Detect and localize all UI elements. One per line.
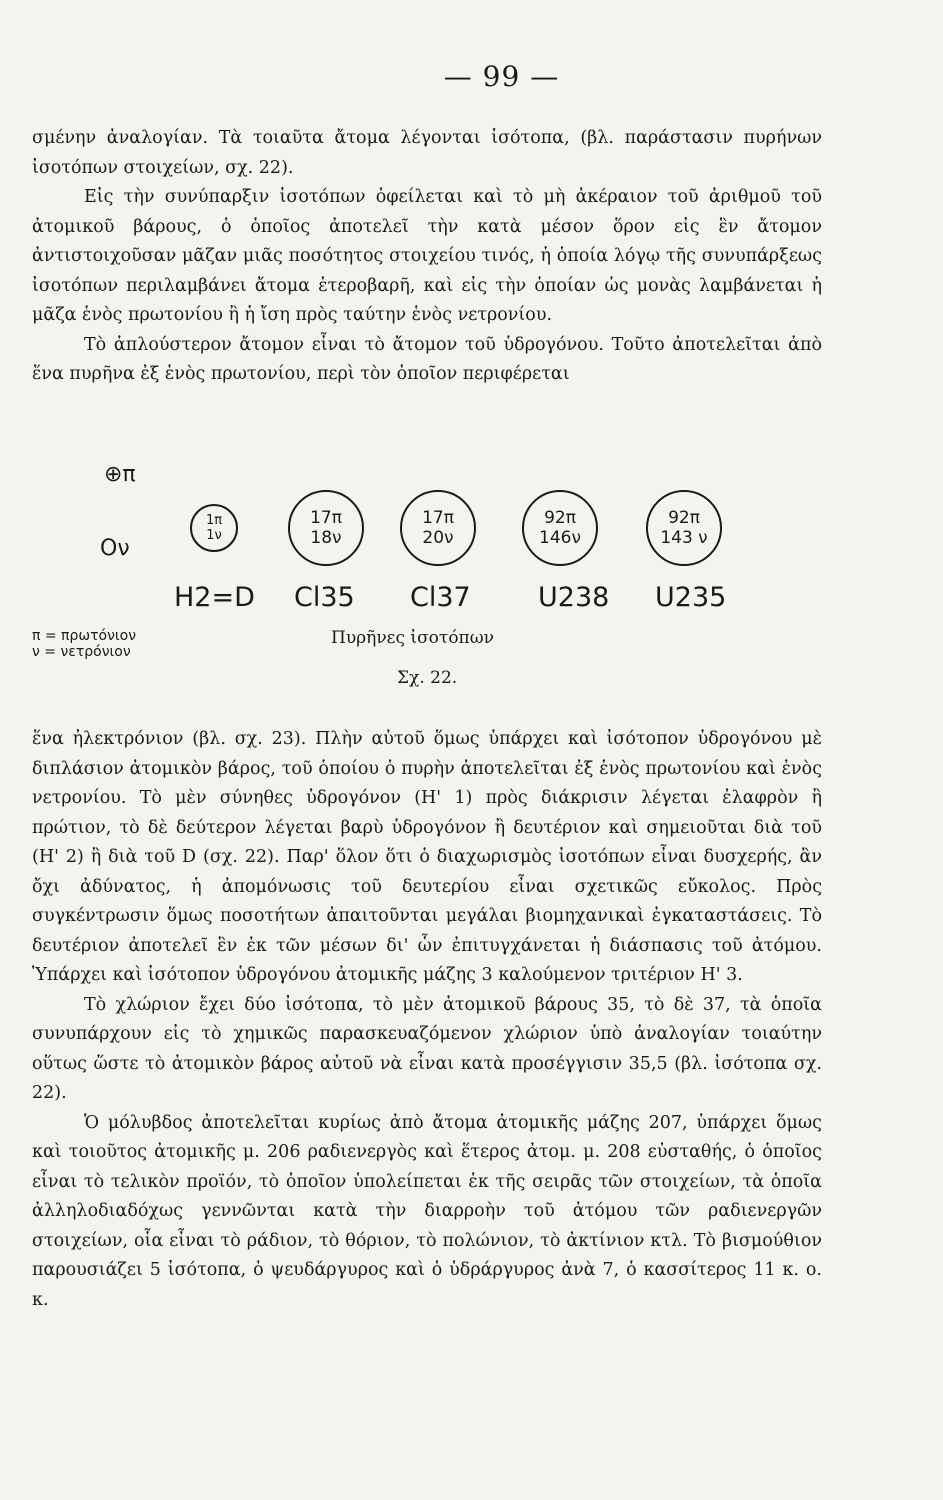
text-block-bottom xyxy=(32,725,822,1315)
paragraph: ἕνα ἠλεκτρόνιον (βλ. σχ. 23). Πλὴν αὐτοῦ ὅμως ὑπάρχει καὶ ἰσότοπον ὑδρογόνου μὲ διπλάσιον ἀτομικὸν βάρος, τοῦ ὁποίου ὁ πυρὴν ἀποτελεῖται ἐξ ἑνὸς πρωτονίου καὶ ἑνὸς νετρονίου. Τὸ μὲν σύνηθες ὑδρογόνον (Η' 1) πρὸς διάκρισιν λέγεται ἐλαφρὸν ἢ πρώτιον, τὸ δὲ δεύτερον λέγεται βαρὺ ὑδρογόνον ἢ δευτέριον καὶ σημειοῦται διὰ τοῦ (Η' 2) ἢ διὰ τοῦ D (σχ. 22). Παρ' ὅλον ὅτι ὁ διαχωρισμὸς ἰσοτόπων εἶναι δυσχερής, ἂν ὄχι ἀδύνατος, ἡ ἀπομόνωσις τοῦ δευτερίου εἶναι σχετικῶς εὔκολος. Πρὸς συγκέντρωσιν ὅμως ποσοτήτων ἀπαιτοῦνται μεγάλαι βιομηχανικαὶ ἐγκαταστάσεις. Τὸ δευτέριον ἀποτελεῖ ἓν ἐκ τῶν μέσων δι' ὧν ἐπιτυγχάνεται ἡ διάσπασις τοῦ ἀτόμου. Ὑπάρχει καὶ ἰσότοπον ὑδρογόνου ἀτομικῆς μάζης 3 καλούμενον τριτέριον Η' 3. xyxy=(32,729,822,985)
nucleus-neutrons: 1ν xyxy=(206,528,222,543)
nucleus-u238 xyxy=(522,490,598,566)
nucleus-neutrons: 146ν xyxy=(539,528,581,548)
nucleus-cl37 xyxy=(400,490,476,566)
figure-number: Σχ. 22. xyxy=(397,668,458,688)
nucleus-neutrons: 18ν xyxy=(310,528,342,548)
nucleus-h2 xyxy=(190,504,238,552)
proton-symbol: ⊕π xyxy=(104,462,136,487)
nucleus-neutrons: 143 ν xyxy=(660,528,708,548)
figure-legend xyxy=(32,628,136,660)
isotope-figure xyxy=(0,450,943,710)
nucleus-protons: 1π xyxy=(205,513,223,528)
isotope-label: Cl37 xyxy=(410,582,471,613)
paragraph: Τὸ χλώριον ἔχει δύο ἰσότοπα, τὸ μὲν ἀτομικοῦ βάρους 35, τὸ δὲ 37, τὰ ὁποῖα συνυπάρχουν εἰς τὸ χημικῶς παρασκευαζόμενον χλώριον ὑπὸ ἀναλογίαν τοιαύτην οὕτως ὥστε τὸ ἀτομικὸν βάρος αὐτοῦ νὰ εἶναι κατὰ προσέγγισιν 35,5 (βλ. ἰσότοπα σχ. 22). xyxy=(32,994,822,1103)
isotope-label: U235 xyxy=(655,582,727,613)
nucleus-protons: 17π xyxy=(422,508,454,528)
paragraph: Εἰς τὴν συνύπαρξιν ἰσοτόπων ὀφείλεται καὶ τὸ μὴ ἀκέραιον τοῦ ἀριθμοῦ τοῦ ἀτομικοῦ βάρους, ὁ ὁποῖος ἀποτελεῖ τὴν κατὰ μέσον ὅρον εἰς ἓν ἄτομον ἀντιστοιχοῦσαν μᾶζαν μιᾶς ποσότητος στοιχείου τινός, ἡ ὁποία λόγῳ τῆς συνυπάρξεως ἰσοτόπων περιλαμβάνει ἄτομα ἑτεροβαρῆ, καὶ εἰς τὴν ὁποίαν ὡς μονὰς λαμβάνεται ἡ μᾶζα ἑνὸς πρωτονίου ἢ ἡ ἴση πρὸς ταύτην ἑνὸς νετρονίου. xyxy=(32,187,822,325)
paragraph: Τὸ ἁπλούστερον ἄτομον εἶναι τὸ ἄτομον τοῦ ὑδρογόνου. Τοῦτο ἀποτελεῖται ἀπὸ ἕνα πυρῆνα ἐξ ἑνὸς πρωτονίου, περὶ τὸν ὁποῖον περιφέρεται xyxy=(32,334,822,384)
isotope-label: Cl35 xyxy=(294,582,355,613)
nucleus-protons: 92π xyxy=(668,508,700,528)
isotope-label: U238 xyxy=(538,582,610,613)
neutron-symbol: Ον xyxy=(100,536,130,561)
legend-proton: π = πρωτόνιον xyxy=(32,628,137,644)
paragraph: σμένην ἀναλογίαν. Τὰ τοιαῦτα ἄτομα λέγονται ἰσότοπα, (βλ. παράστασιν πυρήνων ἰσοτόπων στοιχείων, σχ. 22). xyxy=(32,128,822,178)
nucleus-neutrons: 20ν xyxy=(422,528,454,548)
figure-caption: Πυρῆνες ἰσοτόπων xyxy=(331,628,494,648)
text-block-top xyxy=(32,124,822,390)
nucleus-protons: 17π xyxy=(310,508,342,528)
nucleus-u235 xyxy=(646,490,722,566)
isotope-label: H2=D xyxy=(174,582,255,613)
legend-neutron: ν = νετρόνιον xyxy=(32,644,131,660)
nucleus-cl35 xyxy=(288,490,364,566)
nucleus-protons: 92π xyxy=(544,508,576,528)
paragraph: Ὁ μόλυβδος ἀποτελεῖται κυρίως ἀπὸ ἄτομα ἀτομικῆς μάζης 207, ὑπάρχει ὅμως καὶ τοιοῦτος ἀτομικῆς μ. 206 ραδιενεργὸς καὶ ἕτερος ἀτομ. μ. 208 εὐσταθής, ὁ ὁποῖος εἶναι τὸ τελικὸν προϊόν, τὸ ὁποῖον ὑπολείπεται ἐκ τῆς σειρᾶς τῶν στοιχείων, τὰ ὁποῖα ἀλληλοδιαδόχως γεννῶνται κατὰ τὴν διαρροὴν τοῦ ἀτόμου τῶν ραδιενεργῶν στοιχείων, οἷα εἶναι τὸ ράδιον, τὸ θόριον, τὸ πολώνιον, τὸ ἀκτίνιον κτλ. Τὸ βισμούθιον παρουσιάζει 5 ἰσότοπα, ὁ ψευδάργυρος καὶ ὁ ὑδράργυρος ἀνὰ 7, ὁ κασσίτερος 11 κ. ο. κ. xyxy=(32,1112,822,1310)
page-number: — 99 — xyxy=(443,60,560,93)
